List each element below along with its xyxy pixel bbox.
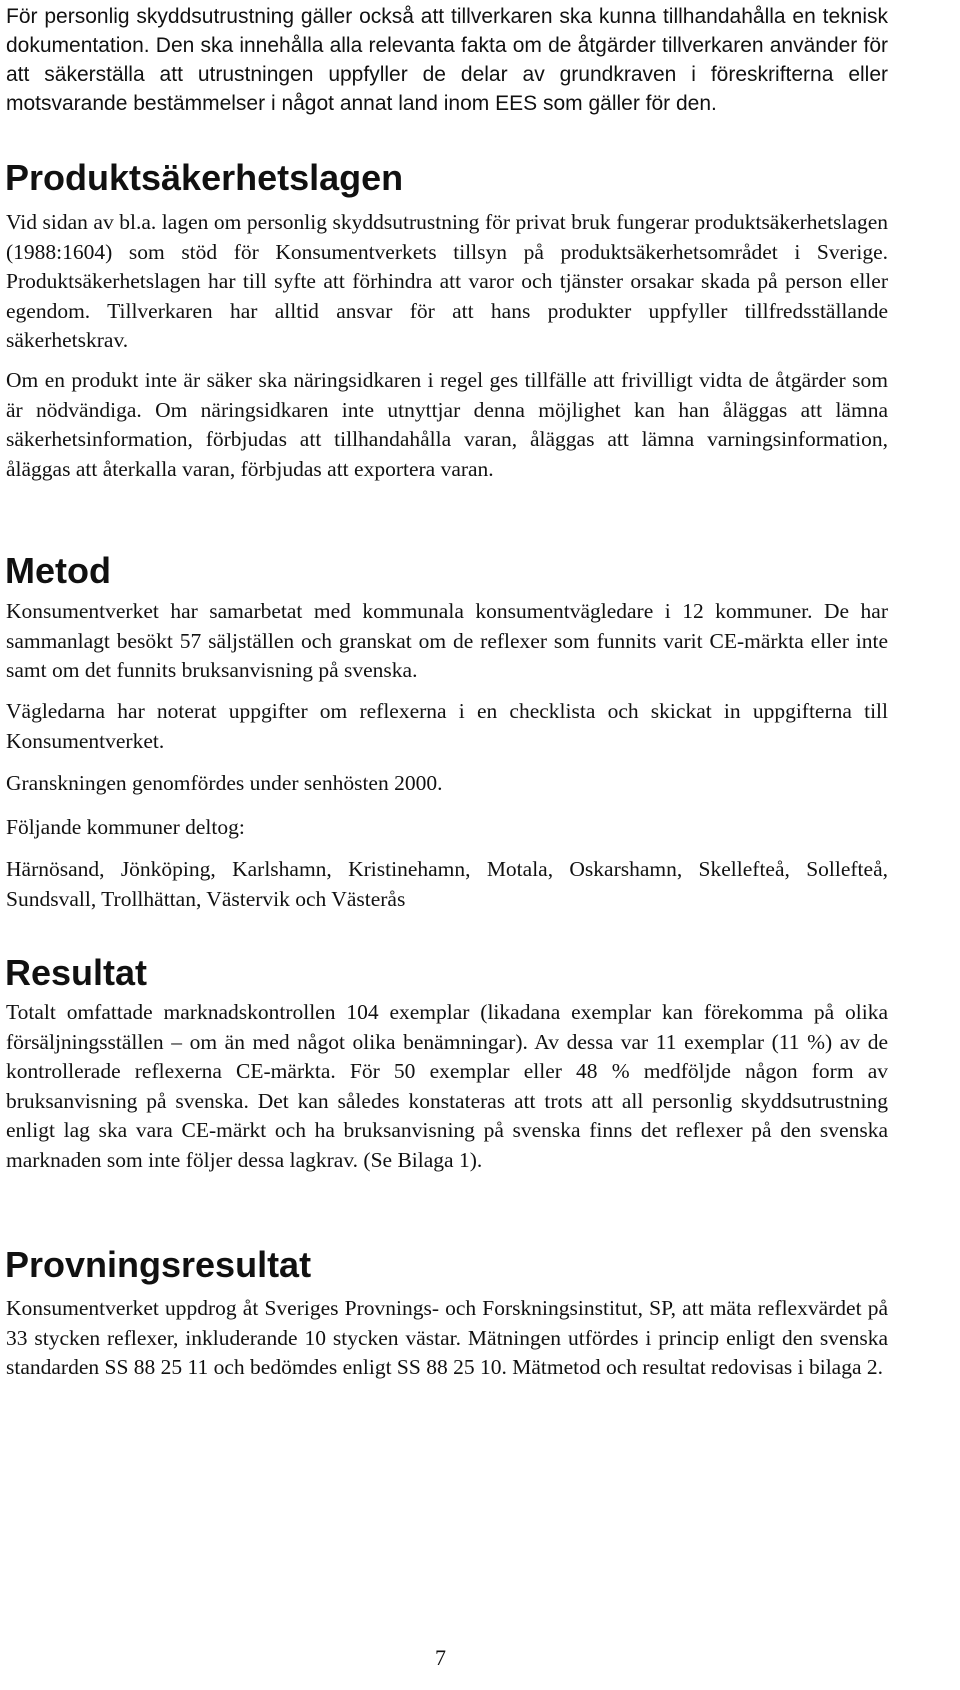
heading-metod: Metod [5, 550, 111, 591]
heading-produktsakerhetslagen: Produktsäkerhetslagen [5, 157, 404, 198]
page-number: 7 [435, 1645, 446, 1670]
metod-paragraph-1: Konsumentverket har samarbetat med kommunala konsumentvägledare i 12 kommuner. De har sammanlagt besökt 57 säljställen och granskat om de reflexer som funnits varit CE-märkta eller inte samt om det funnits bruksanvisning på svenska. [6, 599, 888, 682]
produktsakerhetslagen-paragraph-2: Om en produkt inte är säker ska näringsidkaren i regel ges tillfälle att frivilligt vidta de åtgärder som är nödvändiga. Om näringsidkaren inte utnyttjar denna möjlighet kan han åläggas att lämna säkerhetsinformation, förbjudas att tillhandahålla varan, åläggas att lämna varningsinformation, åläggas att återkalla varan, förbjudas att exportera varan. [6, 368, 888, 481]
produktsakerhetslagen-paragraph-1: Vid sidan av bl.a. lagen om personlig skyddsutrustning för privat bruk fungerar produktsäkerhetslagen (1988:1604) som stöd för Konsumentverkets tillsyn på produktsäkerhetsområdet i Sverige. Produktsäkerhetslagen har till syfte att förhindra att varor och tjänster orsakar skada på person eller egendom. Tillverkaren har alltid ansvar för att hans produkter uppfyller tillfredsställande säkerhetskrav. [6, 210, 888, 352]
provningsresultat-paragraph-1: Konsumentverket uppdrog åt Sveriges Provnings- och Forskningsinstitut, SP, att mäta reflexvärdet på 33 stycken reflexer, inkluderande 10 stycken västar. Mätningen utfördes i princip enligt den svenska standarden SS 88 25 11 och bedömdes enligt SS 88 25 10. Mätmetod och resultat redovisas i bilaga 2. [6, 1296, 888, 1379]
metod-paragraph-4: Följande kommuner deltog: [6, 815, 245, 839]
metod-paragraph-2: Vägledarna har noterat uppgifter om reflexerna i en checklista och skickat in uppgifterna till Konsumentverket. [6, 699, 888, 753]
metod-paragraph-5: Härnösand, Jönköping, Karlshamn, Kristinehamn, Motala, Oskarshamn, Skellefteå, Sollefteå, Sundsvall, Trollhättan, Västervik och Västerås [6, 857, 888, 911]
metod-paragraph-3: Granskningen genomfördes under senhösten 2000. [6, 771, 443, 795]
intro-paragraph: För personlig skyddsutrustning gäller också att tillverkaren ska kunna tillhandahålla en teknisk dokumentation. Den ska innehålla alla relevanta fakta om de åtgärder tillverkaren använder för att säkerställa att utrustningen uppfyller de delar av grundkraven i föreskrifterna eller motsvarande bestämmelser i något annat land inom EES som gäller för den. [6, 5, 888, 115]
heading-resultat: Resultat [5, 952, 148, 993]
resultat-paragraph-1: Totalt omfattade marknadskontrollen 104 exemplar (likadana exemplar kan förekomma på olika försäljningsställen – om än med något olika benämningar). Av dessa var 11 exemplar (11 %) av de kontrollerade reflexerna CE-märkta. För 50 exemplar eller 48 % medföljde någon form av bruksanvisning på svenska. Det kan således konstateras att trots att all personlig skyddsutrustning enligt lag ska vara CE-märkt och ha bruksanvisning på svenska finns det reflexer på den svenska marknaden som inte följer dessa lagkrav. (Se Bilaga 1). [6, 1000, 888, 1172]
heading-provningsresultat: Provningsresultat [5, 1244, 312, 1285]
